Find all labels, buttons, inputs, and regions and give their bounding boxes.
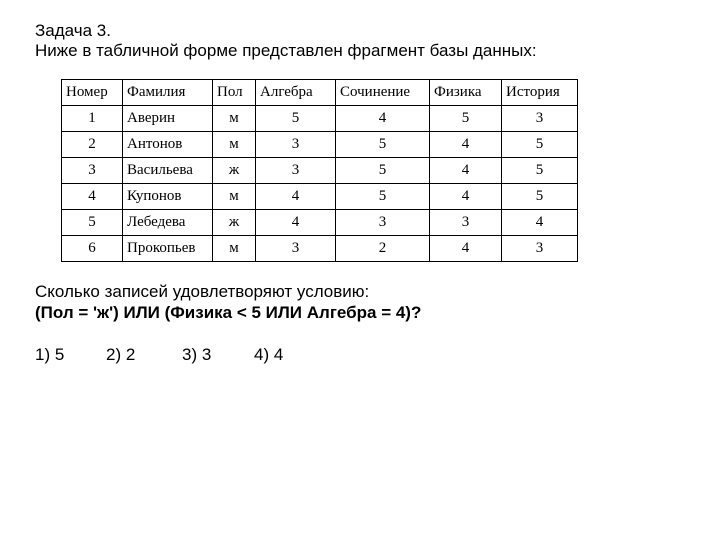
- cell-essay: 3: [336, 210, 430, 236]
- cell-sex: м: [213, 132, 256, 158]
- cell-algebra: 5: [256, 106, 336, 132]
- cell-essay: 5: [336, 184, 430, 210]
- cell-history: 3: [502, 236, 578, 262]
- cell-essay: 2: [336, 236, 430, 262]
- header-physics: Физика: [430, 80, 502, 106]
- header-essay: Сочинение: [336, 80, 430, 106]
- cell-sex: м: [213, 106, 256, 132]
- cell-number: 6: [62, 236, 123, 262]
- header-algebra: Алгебра: [256, 80, 336, 106]
- cell-algebra: 3: [256, 132, 336, 158]
- cell-surname: Купонов: [123, 184, 213, 210]
- cell-sex: ж: [213, 210, 256, 236]
- answer-option-4: 4) 4: [254, 345, 284, 364]
- cell-number: 5: [62, 210, 123, 236]
- cell-history: 4: [502, 210, 578, 236]
- cell-algebra: 3: [256, 236, 336, 262]
- cell-algebra: 3: [256, 158, 336, 184]
- cell-surname: Лебедева: [123, 210, 213, 236]
- task-intro: Ниже в табличной форме представлен фрагмент базы данных:: [35, 41, 537, 60]
- answer-option-2: 2) 2: [106, 345, 136, 364]
- table-row: [62, 106, 578, 132]
- header-history: История: [502, 80, 578, 106]
- cell-algebra: 4: [256, 210, 336, 236]
- cell-surname: Антонов: [123, 132, 213, 158]
- cell-physics: 3: [430, 210, 502, 236]
- cell-history: 5: [502, 158, 578, 184]
- answer-option-1: 1) 5: [35, 345, 65, 364]
- header-number: Номер: [62, 80, 123, 106]
- cell-surname: Прокопьев: [123, 236, 213, 262]
- cell-history: 5: [502, 184, 578, 210]
- cell-history: 3: [502, 106, 578, 132]
- cell-number: 1: [62, 106, 123, 132]
- cell-sex: м: [213, 236, 256, 262]
- cell-number: 3: [62, 158, 123, 184]
- task-title: Задача 3.: [35, 21, 111, 40]
- cell-algebra: 4: [256, 184, 336, 210]
- cell-sex: ж: [213, 158, 256, 184]
- cell-physics: 4: [430, 184, 502, 210]
- cell-surname: Аверин: [123, 106, 213, 132]
- header-surname: Фамилия: [123, 80, 213, 106]
- table-row: [62, 236, 578, 262]
- cell-sex: м: [213, 184, 256, 210]
- database-table: [61, 79, 578, 262]
- cell-number: 2: [62, 132, 123, 158]
- cell-physics: 4: [430, 236, 502, 262]
- answer-option-3: 3) 3: [182, 345, 212, 364]
- cell-essay: 4: [336, 106, 430, 132]
- table-row: [62, 158, 578, 184]
- cell-essay: 5: [336, 158, 430, 184]
- cell-physics: 4: [430, 158, 502, 184]
- question-text: Сколько записей удовлетворяют условию:: [35, 282, 370, 301]
- table-row: [62, 210, 578, 236]
- table-row: [62, 132, 578, 158]
- cell-physics: 4: [430, 132, 502, 158]
- table-row: [62, 184, 578, 210]
- cell-essay: 5: [336, 132, 430, 158]
- cell-number: 4: [62, 184, 123, 210]
- cell-history: 5: [502, 132, 578, 158]
- condition-text: (Пол = 'ж') ИЛИ (Физика < 5 ИЛИ Алгебра = 4)?: [35, 303, 422, 322]
- cell-surname: Васильева: [123, 158, 213, 184]
- table-header-row: [62, 80, 578, 106]
- cell-physics: 5: [430, 106, 502, 132]
- header-sex: Пол: [213, 80, 256, 106]
